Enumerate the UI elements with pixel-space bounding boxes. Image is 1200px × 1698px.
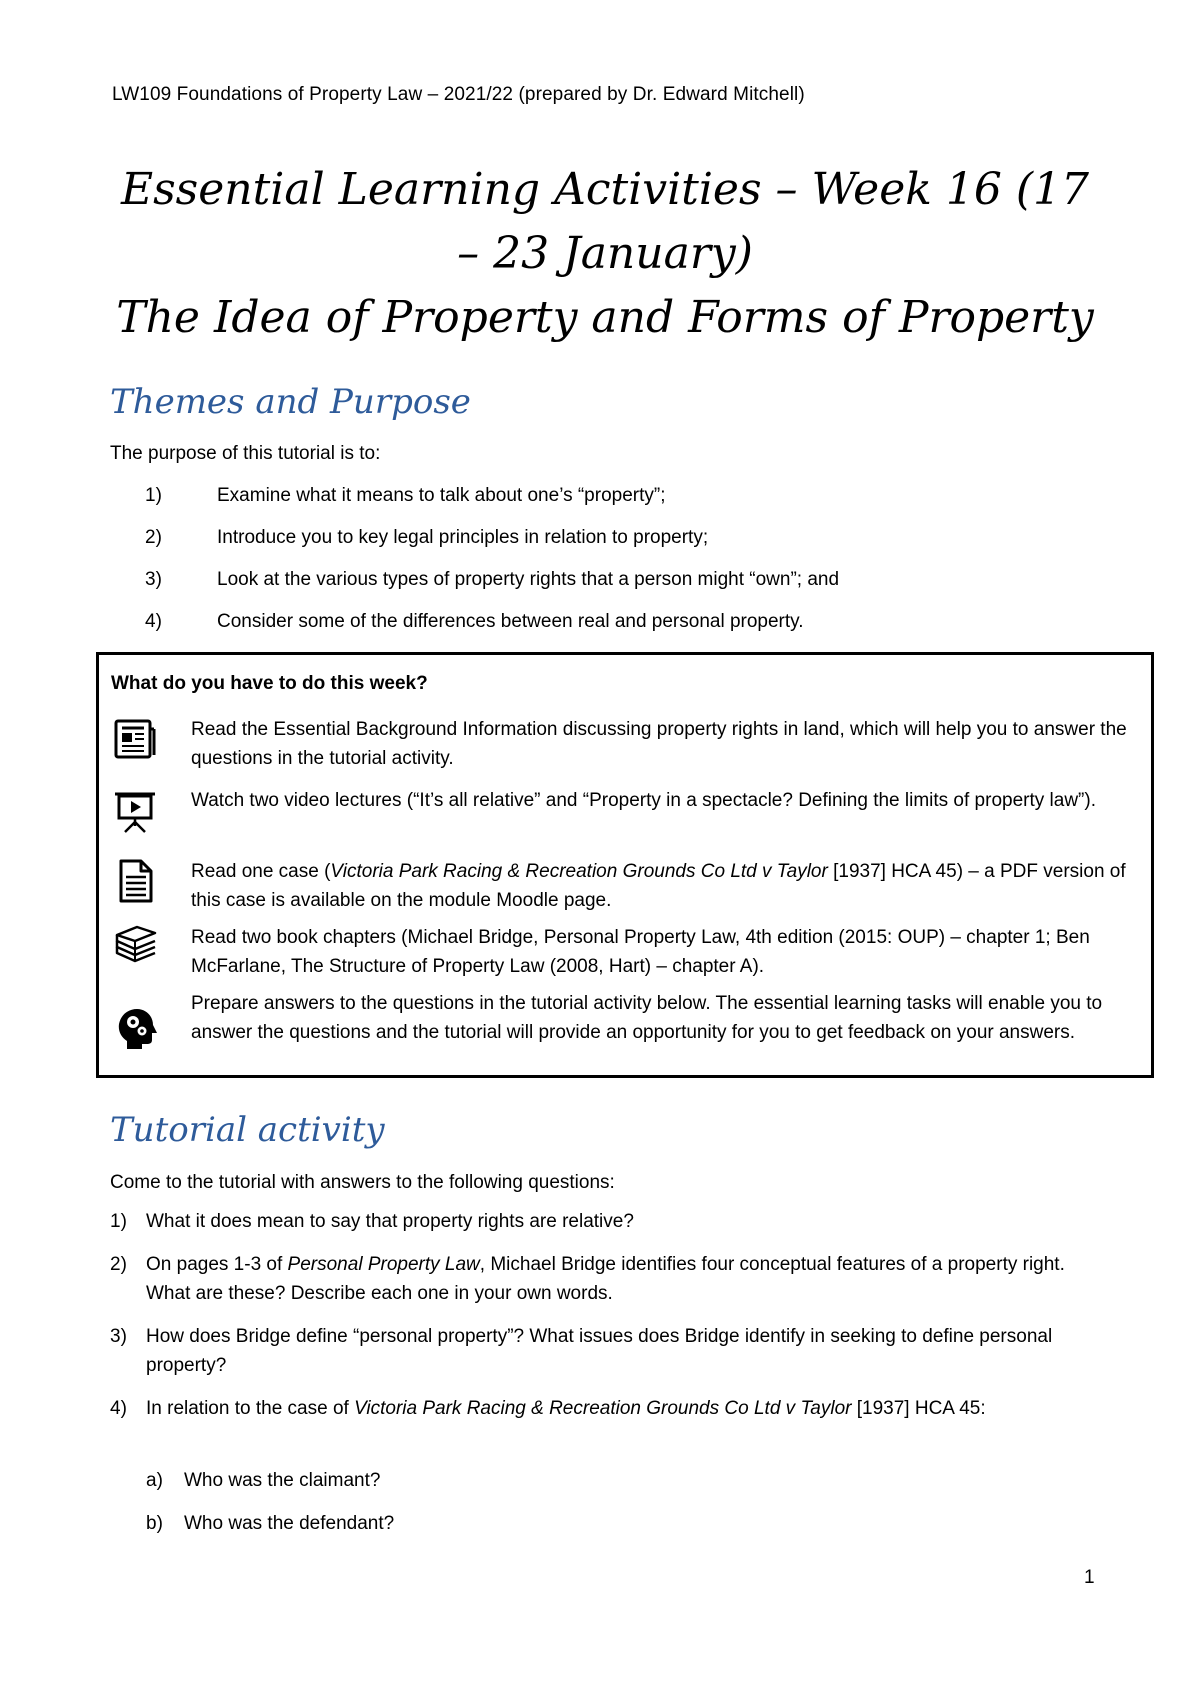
- title-line-3: The Idea of Property and Forms of Property: [116, 292, 1094, 343]
- weekly-tasks-box: [96, 652, 1154, 1078]
- book-title: Personal Property Law: [287, 1254, 480, 1275]
- question-text-pre: On pages 1-3 of: [146, 1254, 288, 1275]
- newspaper-icon: [113, 717, 157, 761]
- list-number: 4): [145, 611, 162, 632]
- question-number: 1): [110, 1211, 127, 1232]
- question-text: [146, 1394, 1066, 1423]
- title-line-2: – 23 January): [457, 228, 753, 279]
- page-number: 1: [1084, 1567, 1095, 1588]
- task-text: [191, 857, 1136, 915]
- question-text: What it does mean to say that property rights are relative?: [146, 1211, 634, 1232]
- list-number: 3): [145, 569, 162, 590]
- page-header: LW109 Foundations of Property Law – 2021/22 (prepared by Dr. Edward Mitchell): [112, 84, 805, 105]
- task-text-pre: Read one case (: [191, 861, 331, 882]
- question-number: 3): [110, 1326, 127, 1347]
- page-title: [100, 158, 1110, 350]
- question-text: How does Bridge define “personal property”? What issues does Bridge identify in seeking to define personal property?: [146, 1326, 1053, 1376]
- list-number: 1): [145, 485, 162, 506]
- head-gears-icon: [113, 1007, 157, 1051]
- sub-question-letter: b): [146, 1513, 163, 1534]
- question-text-post: , Michael Bridge identifies four conceptual features of a property right. What are these? Describe each one in your own words.: [146, 1254, 1065, 1304]
- document-icon: [113, 859, 157, 903]
- question-text-post: [1937] HCA 45:: [851, 1398, 986, 1419]
- list-text: Look at the various types of property rights that a person might “own”; and: [217, 569, 840, 590]
- tutorial-heading: Tutorial activity: [110, 1110, 385, 1150]
- question-number: 2): [110, 1254, 127, 1275]
- question-text: [146, 1250, 1066, 1308]
- tasks-box-heading: What do you have to do this week?: [111, 673, 428, 694]
- tutorial-intro: Come to the tutorial with answers to the following questions:: [110, 1172, 615, 1193]
- list-number: 2): [145, 527, 162, 548]
- question-number: 4): [110, 1398, 127, 1419]
- task-text-post: [1937] HCA 45) – a PDF version of this case is available on the module Moodle page.: [191, 861, 1126, 911]
- list-text: Consider some of the differences between real and personal property.: [217, 611, 804, 632]
- presentation-icon: [113, 790, 157, 834]
- task-text: Prepare answers to the questions in the tutorial activity below. The essential learning tasks will enable you to answer the questions and the tutorial will provide an opportunity for you to get feedback on your answers.: [191, 993, 1103, 1043]
- sub-question-letter: a): [146, 1470, 163, 1491]
- task-text: Read the Essential Background Information discussing property rights in land, which will help you to answer the questions in the tutorial activity.: [191, 719, 1127, 769]
- question-text-pre: In relation to the case of: [146, 1398, 355, 1419]
- themes-intro: The purpose of this tutorial is to:: [110, 443, 381, 464]
- case-name: Victoria Park Racing & Recreation Grounds Co Ltd v Taylor: [330, 861, 828, 882]
- task-text: Read two book chapters (Michael Bridge, Personal Property Law, 4th edition (2015: OUP) – chapter 1; Ben McFarlane, The Structure of Property Law (2008, Hart) – chapter A).: [191, 927, 1090, 977]
- themes-heading: Themes and Purpose: [110, 382, 471, 422]
- list-text: Examine what it means to talk about one’s “property”;: [217, 485, 666, 506]
- list-text: Introduce you to key legal principles in relation to property;: [217, 527, 709, 548]
- task-text: Watch two video lectures (“It’s all relative” and “Property in a spectacle? Defining the limits of property law”).: [191, 790, 1096, 811]
- title-line-1: Essential Learning Activities – Week 16 (17: [120, 164, 1090, 215]
- books-icon: [113, 923, 157, 967]
- sub-question-text: Who was the claimant?: [184, 1470, 381, 1491]
- case-name: Victoria Park Racing & Recreation Grounds Co Ltd v Taylor: [354, 1398, 852, 1419]
- sub-question-text: Who was the defendant?: [184, 1513, 395, 1534]
